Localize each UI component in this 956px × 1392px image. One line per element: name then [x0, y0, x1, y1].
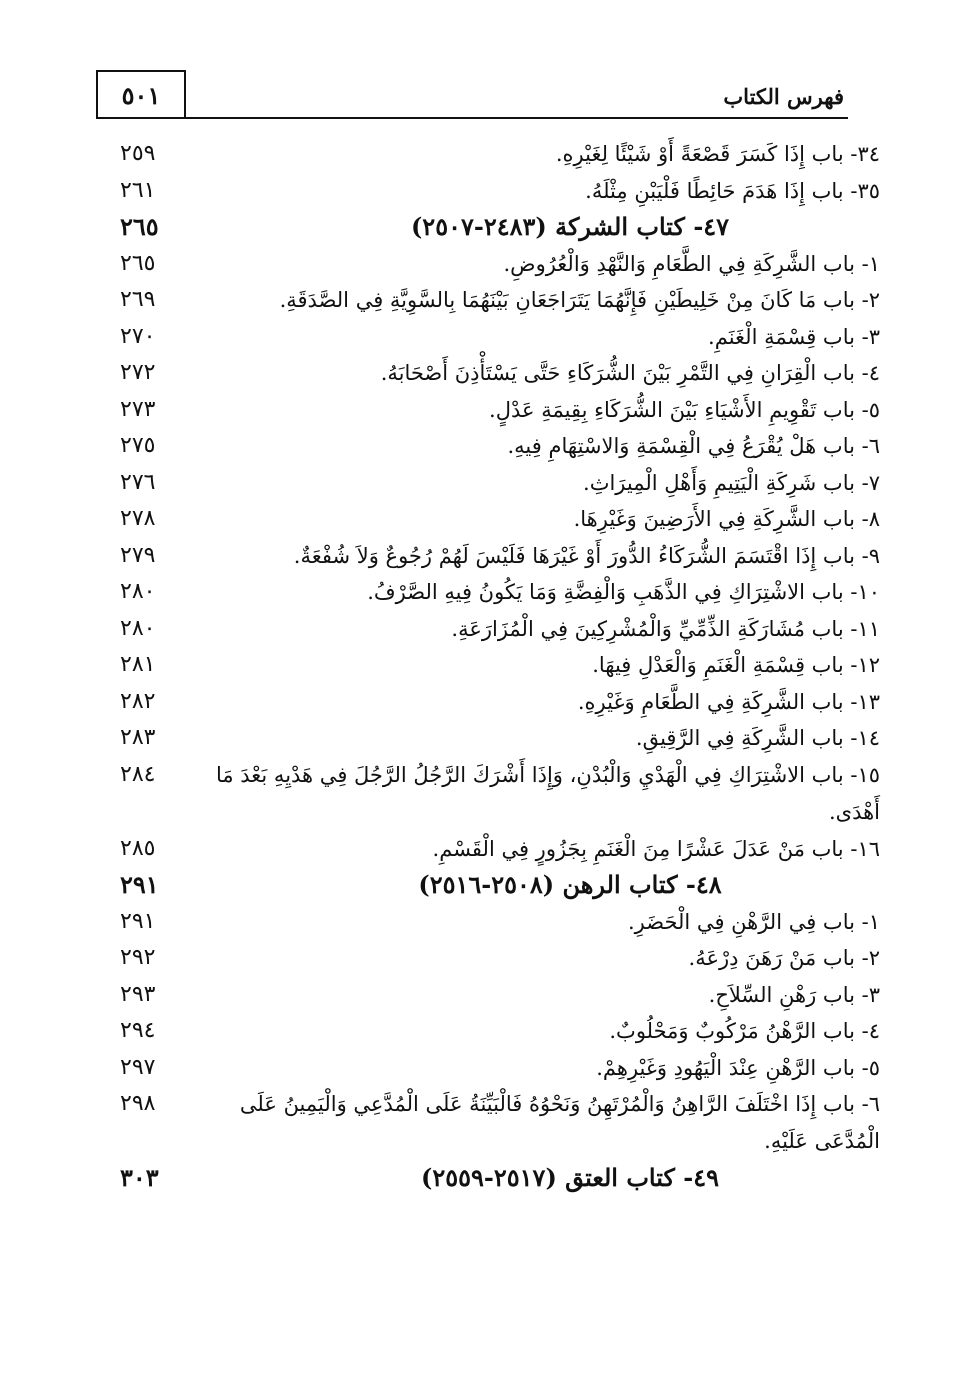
page-ref: ٢٩٢ [120, 945, 156, 970]
page-ref: ٢٨٠ [120, 615, 156, 641]
page-header [96, 62, 848, 124]
page-ref: ٢٧٠ [120, 323, 156, 349]
chapter-title: ٣٤- باب إِذَا كَسَرَ قَصْعَةً أَوْ شَيْئًا لِغَيْرِهِ. [555, 142, 880, 166]
chapter-row [120, 1086, 880, 1160]
page-ref: ٢٧٥ [120, 433, 156, 458]
chapter-row [120, 720, 880, 757]
chapter-row [120, 501, 880, 538]
book-heading-row [120, 209, 880, 246]
page-ref: ٢٩١ [120, 908, 156, 934]
page-number: ٥٠١ [96, 70, 186, 118]
book-title: ٤٩- كتاب العتق (٢٥١٧-٢٥٥٩) [420, 1163, 719, 1192]
page-ref: ٢٩١ [120, 870, 159, 899]
chapter-row [120, 1013, 880, 1050]
chapter-title: ٤- باب الْقِرَانِ فِي التَّمْرِ بَيْنَ الشُّرَكَاءِ حَتَّى يَسْتَأْذِنَ أَصْحَابَهُ. [380, 361, 880, 385]
chapter-title: ٣- باب قِسْمَةِ الْغَنَمِ. [708, 324, 880, 349]
chapter-title: ٦- باب هَلْ يُقْرَعُ فِي الْقِسْمَةِ وَالاسْتِهَامِ فِيهِ. [507, 434, 880, 458]
chapter-title: ٥- باب تَقْوِيمِ الأَشْيَاءِ بَيْنَ الشُّرَكَاءِ بِقِيمَةِ عَدْلٍ. [489, 397, 880, 422]
chapter-title: ٦- باب إِذَا اخْتَلَفَ الرَّاهِنُ وَالْمُرْتَهِنُ وَنَحْوُهُ فَالْبَيِّنَةُ عَلَى الْمُدَّعِي وَالْيَمِينُ عَلَى الْمُدَّعَى عَلَيْهِ. [239, 1092, 880, 1153]
chapter-row [120, 282, 880, 319]
book-title: ٤٧- كتاب الشركة (٢٤٨٣-٢٥٠٧) [410, 212, 730, 241]
chapter-title: ٢- باب مَنْ رَهَنَ دِرْعَهُ. [688, 946, 880, 970]
book-heading-row [120, 867, 880, 904]
page-ref: ٢٧٢ [120, 360, 156, 385]
chapter-title: ٨- باب الشَّرِكَةِ فِي الأَرَضِينَ وَغَيْرِهَا. [573, 507, 880, 531]
chapter-row [120, 246, 880, 283]
chapter-title: ٧- باب شَرِكَةِ الْيَتِيمِ وَأَهْلِ الْمِيرَاثِ. [583, 470, 880, 495]
chapter-row [120, 831, 880, 868]
chapter-row [120, 977, 880, 1014]
chapter-row [120, 355, 880, 392]
chapter-row [120, 392, 880, 429]
page-ref: ٢٦٩ [120, 287, 156, 312]
page-ref: ٢٩٧ [120, 1054, 156, 1080]
page-ref: ٢٦١ [120, 177, 156, 203]
chapter-row [120, 173, 880, 210]
page-ref: ٢٨١ [120, 652, 156, 677]
page-ref: ٢٨٥ [120, 835, 156, 861]
chapter-row [120, 1050, 880, 1087]
page-ref: ٢٩٤ [120, 1018, 156, 1043]
header-rule [96, 117, 848, 119]
chapter-title: ١٥- باب الاشْتِرَاكِ فِي الْهَدْيِ وَالْبُدْنِ، وَإِذَا أَشْرَكَ الرَّجُلُ الرَّجُلَ فِي هَدْيِهِ بَعْدَ مَا أَهْدَى. [215, 762, 880, 824]
chapter-row [120, 904, 880, 941]
chapter-row [120, 538, 880, 575]
chapter-title: ١٤- باب الشَّرِكَةِ فِي الرَّقِيقِ. [635, 726, 880, 750]
chapter-row [120, 684, 880, 721]
book-heading-row [120, 1160, 880, 1197]
chapter-title: ٤- باب الرَّهْنُ مَرْكُوبٌ وَمَحْلُوبٌ. [609, 1019, 880, 1043]
chapter-row [120, 465, 880, 502]
page-ref: ٣٠٣ [120, 1163, 159, 1192]
page-ref: ٢٦٥ [120, 250, 156, 276]
chapter-title: ١- باب الشَّرِكَةِ فِي الطَّعَامِ وَالنَّهْدِ وَالْعُرُوضِ. [503, 251, 880, 276]
page-ref: ٢٧٣ [120, 396, 156, 422]
chapter-title: ١٦- باب مَنْ عَدَلَ عَشْرًا مِنَ الْغَنَمِ بِجَزُورٍ فِي الْقَسْمِ. [432, 836, 880, 861]
chapter-title: ١١- باب مُشَارَكَةِ الذِّمِّيِّ وَالْمُشْرِكِينَ فِي الْمُزَارَعَةِ. [451, 616, 880, 641]
chapter-row [120, 136, 880, 173]
page-ref: ٢٧٦ [120, 469, 156, 495]
chapter-title: ٩- باب إِذَا اقْتَسَمَ الشُّرَكَاءُ الدُّورَ أَوْ غَيْرَهَا فَلَيْسَ لَهُمْ رُجُوعٌ وَلاَ شُفْعَةٌ. [293, 543, 880, 568]
chapter-row [120, 574, 880, 611]
page-ref: ٢٦٥ [120, 212, 159, 241]
table-of-contents [120, 136, 880, 1197]
chapter-row [120, 757, 880, 831]
page-ref: ٢٩٣ [120, 981, 156, 1007]
page-ref: ٢٨٠ [120, 579, 156, 604]
chapter-title: ٣- باب رَهْنِ السِّلاَحِ. [708, 982, 880, 1007]
page-ref: ٢٧٩ [120, 542, 156, 568]
chapter-title: ٣٥- باب إِذَا هَدَمَ حَائِطًا فَلْيَبْنِ مِثْلَهُ. [585, 178, 880, 203]
page-ref: ٢٥٩ [120, 141, 156, 166]
chapter-title: ١- باب فِي الرَّهْنِ فِي الْحَضَرِ. [628, 909, 880, 934]
chapter-row [120, 428, 880, 465]
chapter-row [120, 647, 880, 684]
chapter-row [120, 319, 880, 356]
book-title: ٤٨- كتاب الرهن (٢٥٠٨-٢٥١٦) [418, 870, 722, 899]
chapter-row [120, 611, 880, 648]
chapter-row [120, 940, 880, 977]
chapter-title: ١٣- باب الشَّرِكَةِ فِي الطَّعَامِ وَغَيْرِهِ. [577, 689, 880, 714]
chapter-title: ١٢- باب قِسْمَةِ الْغَنَمِ وَالْعَدْلِ فِيهَا. [592, 653, 880, 677]
chapter-title: ٥- باب الرَّهْنِ عِنْدَ الْيَهُودِ وَغَيْرِهِمْ. [596, 1055, 880, 1080]
page-ref: ٢٨٤ [120, 761, 156, 787]
page-ref: ٢٨٣ [120, 725, 156, 750]
running-title: فهرس الكتاب [723, 84, 844, 109]
page-ref: ٢٩٨ [120, 1091, 156, 1116]
page-ref: ٢٨٢ [120, 688, 156, 714]
page-ref: ٢٧٨ [120, 506, 156, 531]
chapter-title: ٢- باب مَا كَانَ مِنْ خَلِيطَيْنِ فَإِنَّهُمَا يَتَرَاجَعَانِ بَيْنَهُمَا بِالسَّوِيَّةِ فِي الصَّدَقَةِ. [279, 288, 880, 312]
chapter-title: ١٠- باب الاشْتِرَاكِ فِي الذَّهَبِ وَالْفِضَّةِ وَمَا يَكُونُ فِيهِ الصَّرْفُ. [367, 580, 880, 604]
